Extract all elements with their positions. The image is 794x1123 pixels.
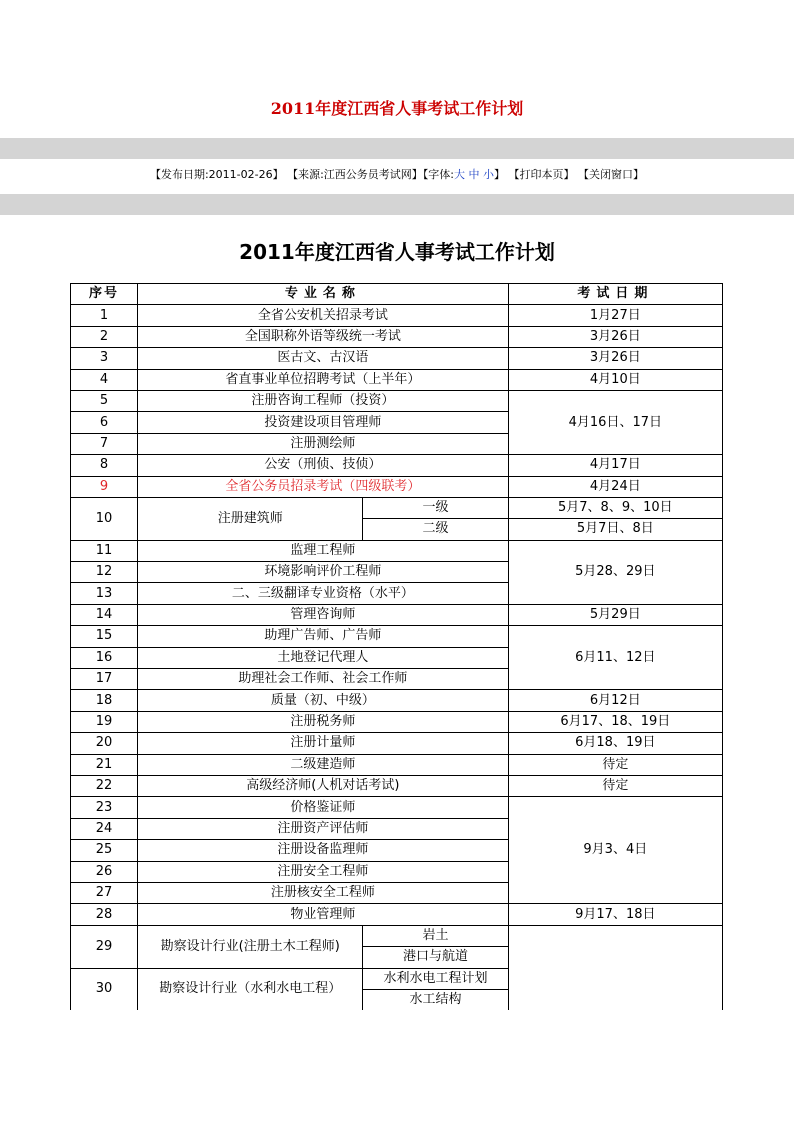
row-no: 18 — [71, 690, 138, 711]
table-row — [71, 497, 723, 518]
row-date: 5月29日 — [508, 604, 722, 625]
row-date-merged-empty — [508, 925, 722, 1010]
row-name: 注册测绘师 — [138, 433, 509, 454]
row-name: 环境影响评价工程师 — [138, 562, 509, 583]
row-date: 6月12日 — [508, 690, 722, 711]
row-sub-item: 水利水电工程计划 — [363, 968, 508, 989]
font-size-prefix: 【字体: — [422, 168, 455, 181]
row-name: 高级经济师(人机对话考试) — [138, 775, 509, 796]
row-no: 13 — [71, 583, 138, 604]
row-sub-item: 港口与航道 — [363, 947, 508, 968]
row-no: 3 — [71, 348, 138, 369]
row-name: 注册税务师 — [138, 711, 509, 732]
row-name: 质量（初、中级） — [138, 690, 509, 711]
article-meta — [0, 166, 794, 182]
row-date: 4月24日 — [508, 476, 722, 497]
table-row — [71, 626, 723, 647]
row-sub-level: 二级 — [363, 519, 508, 540]
row-name: 二、三级翻译专业资格（水平） — [138, 583, 509, 604]
row-date-merged: 9月3、4日 — [508, 797, 722, 904]
source-info: 【来源:江西公务员考试网】 — [287, 168, 423, 181]
print-page-link[interactable]: 【打印本页】 — [508, 168, 575, 181]
row-no: 30 — [71, 968, 138, 1010]
row-date: 3月26日 — [508, 348, 722, 369]
row-name: 二级建造师 — [138, 754, 509, 775]
row-date: 4月17日 — [508, 455, 722, 476]
row-no: 27 — [71, 882, 138, 903]
row-name: 注册核安全工程师 — [138, 882, 509, 903]
table-row — [71, 711, 723, 732]
row-no: 19 — [71, 711, 138, 732]
row-name: 注册咨询工程师（投资） — [138, 390, 509, 411]
row-sub-level: 一级 — [363, 497, 508, 518]
row-no: 24 — [71, 818, 138, 839]
top-divider-bar — [0, 138, 794, 159]
row-no: 20 — [71, 733, 138, 754]
row-date: 待定 — [508, 775, 722, 796]
bottom-divider-bar — [0, 194, 794, 215]
row-no: 22 — [71, 775, 138, 796]
row-date: 3月26日 — [508, 326, 722, 347]
table-row — [71, 540, 723, 561]
table-row — [71, 733, 723, 754]
row-no: 4 — [71, 369, 138, 390]
row-no: 14 — [71, 604, 138, 625]
font-medium-link[interactable]: 中 — [468, 168, 480, 181]
row-no: 5 — [71, 390, 138, 411]
row-no: 28 — [71, 904, 138, 925]
row-name: 注册资产评估师 — [138, 818, 509, 839]
row-date: 5月7日、8日 — [508, 519, 722, 540]
row-no: 29 — [71, 925, 138, 968]
table-row — [71, 754, 723, 775]
font-small-link[interactable]: 小 — [483, 168, 495, 181]
row-date-merged: 5月28、29日 — [508, 540, 722, 604]
row-no: 26 — [71, 861, 138, 882]
row-no: 1 — [71, 305, 138, 326]
row-no: 23 — [71, 797, 138, 818]
row-name: 医古文、古汉语 — [138, 348, 509, 369]
row-no: 11 — [71, 540, 138, 561]
table-row — [71, 369, 723, 390]
publish-date: 【发布日期:2011-02-26】 — [149, 168, 284, 181]
row-date-merged: 4月16日、17日 — [508, 390, 722, 454]
table-row — [71, 305, 723, 326]
page-title: 2011年度江西省人事考试工作计划 — [270, 99, 524, 118]
row-name: 土地登记代理人 — [138, 647, 509, 668]
table-row — [71, 904, 723, 925]
row-name: 投资建设项目管理师 — [138, 412, 509, 433]
row-name: 注册安全工程师 — [138, 861, 509, 882]
header-date: 考试日期 — [508, 284, 722, 305]
row-no: 8 — [71, 455, 138, 476]
row-no: 16 — [71, 647, 138, 668]
row-no: 15 — [71, 626, 138, 647]
row-sub-item: 岩土 — [363, 925, 508, 946]
row-no: 12 — [71, 562, 138, 583]
row-name: 省直事业单位招聘考试（上半年） — [138, 369, 509, 390]
table-row — [71, 390, 723, 411]
row-no: 9 — [71, 476, 138, 497]
row-name: 管理咨询师 — [138, 604, 509, 625]
font-size-suffix: 】 — [494, 168, 506, 181]
document-title: 2011年度江西省人事考试工作计划 — [239, 240, 555, 264]
table-row — [71, 604, 723, 625]
table-row — [71, 455, 723, 476]
table-header-row — [71, 284, 723, 305]
header-no: 序号 — [71, 284, 138, 305]
row-date: 4月10日 — [508, 369, 722, 390]
row-name: 注册设备监理师 — [138, 840, 509, 861]
table-row — [71, 690, 723, 711]
row-no: 17 — [71, 669, 138, 690]
row-name: 注册建筑师 — [138, 497, 363, 540]
table-row — [71, 326, 723, 347]
row-name: 勘察设计行业(注册土木工程师) — [138, 925, 363, 968]
row-date: 1月27日 — [508, 305, 722, 326]
exam-schedule-table — [70, 283, 723, 1010]
table-row — [71, 925, 723, 946]
row-no: 6 — [71, 412, 138, 433]
row-name: 监理工程师 — [138, 540, 509, 561]
table-row — [71, 775, 723, 796]
close-window-link[interactable]: 【关闭窗口】 — [578, 168, 645, 181]
row-sub-item: 水工结构 — [363, 989, 508, 1010]
table-row-highlighted — [71, 476, 723, 497]
row-name: 全国职称外语等级统一考试 — [138, 326, 509, 347]
row-no: 21 — [71, 754, 138, 775]
row-no: 2 — [71, 326, 138, 347]
row-date: 5月7、8、9、10日 — [508, 497, 722, 518]
row-name: 注册计量师 — [138, 733, 509, 754]
header-name: 专业名称 — [138, 284, 509, 305]
font-large-link[interactable]: 大 — [454, 168, 466, 181]
row-date: 待定 — [508, 754, 722, 775]
table-row — [71, 348, 723, 369]
row-date: 6月17、18、19日 — [508, 711, 722, 732]
row-name: 全省公安机关招录考试 — [138, 305, 509, 326]
row-name: 物业管理师 — [138, 904, 509, 925]
row-name: 全省公务员招录考试（四级联考） — [138, 476, 509, 497]
row-date-merged: 6月11、12日 — [508, 626, 722, 690]
row-no: 7 — [71, 433, 138, 454]
row-name: 价格鉴证师 — [138, 797, 509, 818]
row-date: 9月17、18日 — [508, 904, 722, 925]
row-name: 勘察设计行业（水利水电工程） — [138, 968, 363, 1010]
row-date: 6月18、19日 — [508, 733, 722, 754]
row-no: 25 — [71, 840, 138, 861]
row-name: 公安（刑侦、技侦） — [138, 455, 509, 476]
row-name: 助理广告师、广告师 — [138, 626, 509, 647]
row-no: 10 — [71, 497, 138, 540]
table-row — [71, 797, 723, 818]
row-name: 助理社会工作师、社会工作师 — [138, 669, 509, 690]
